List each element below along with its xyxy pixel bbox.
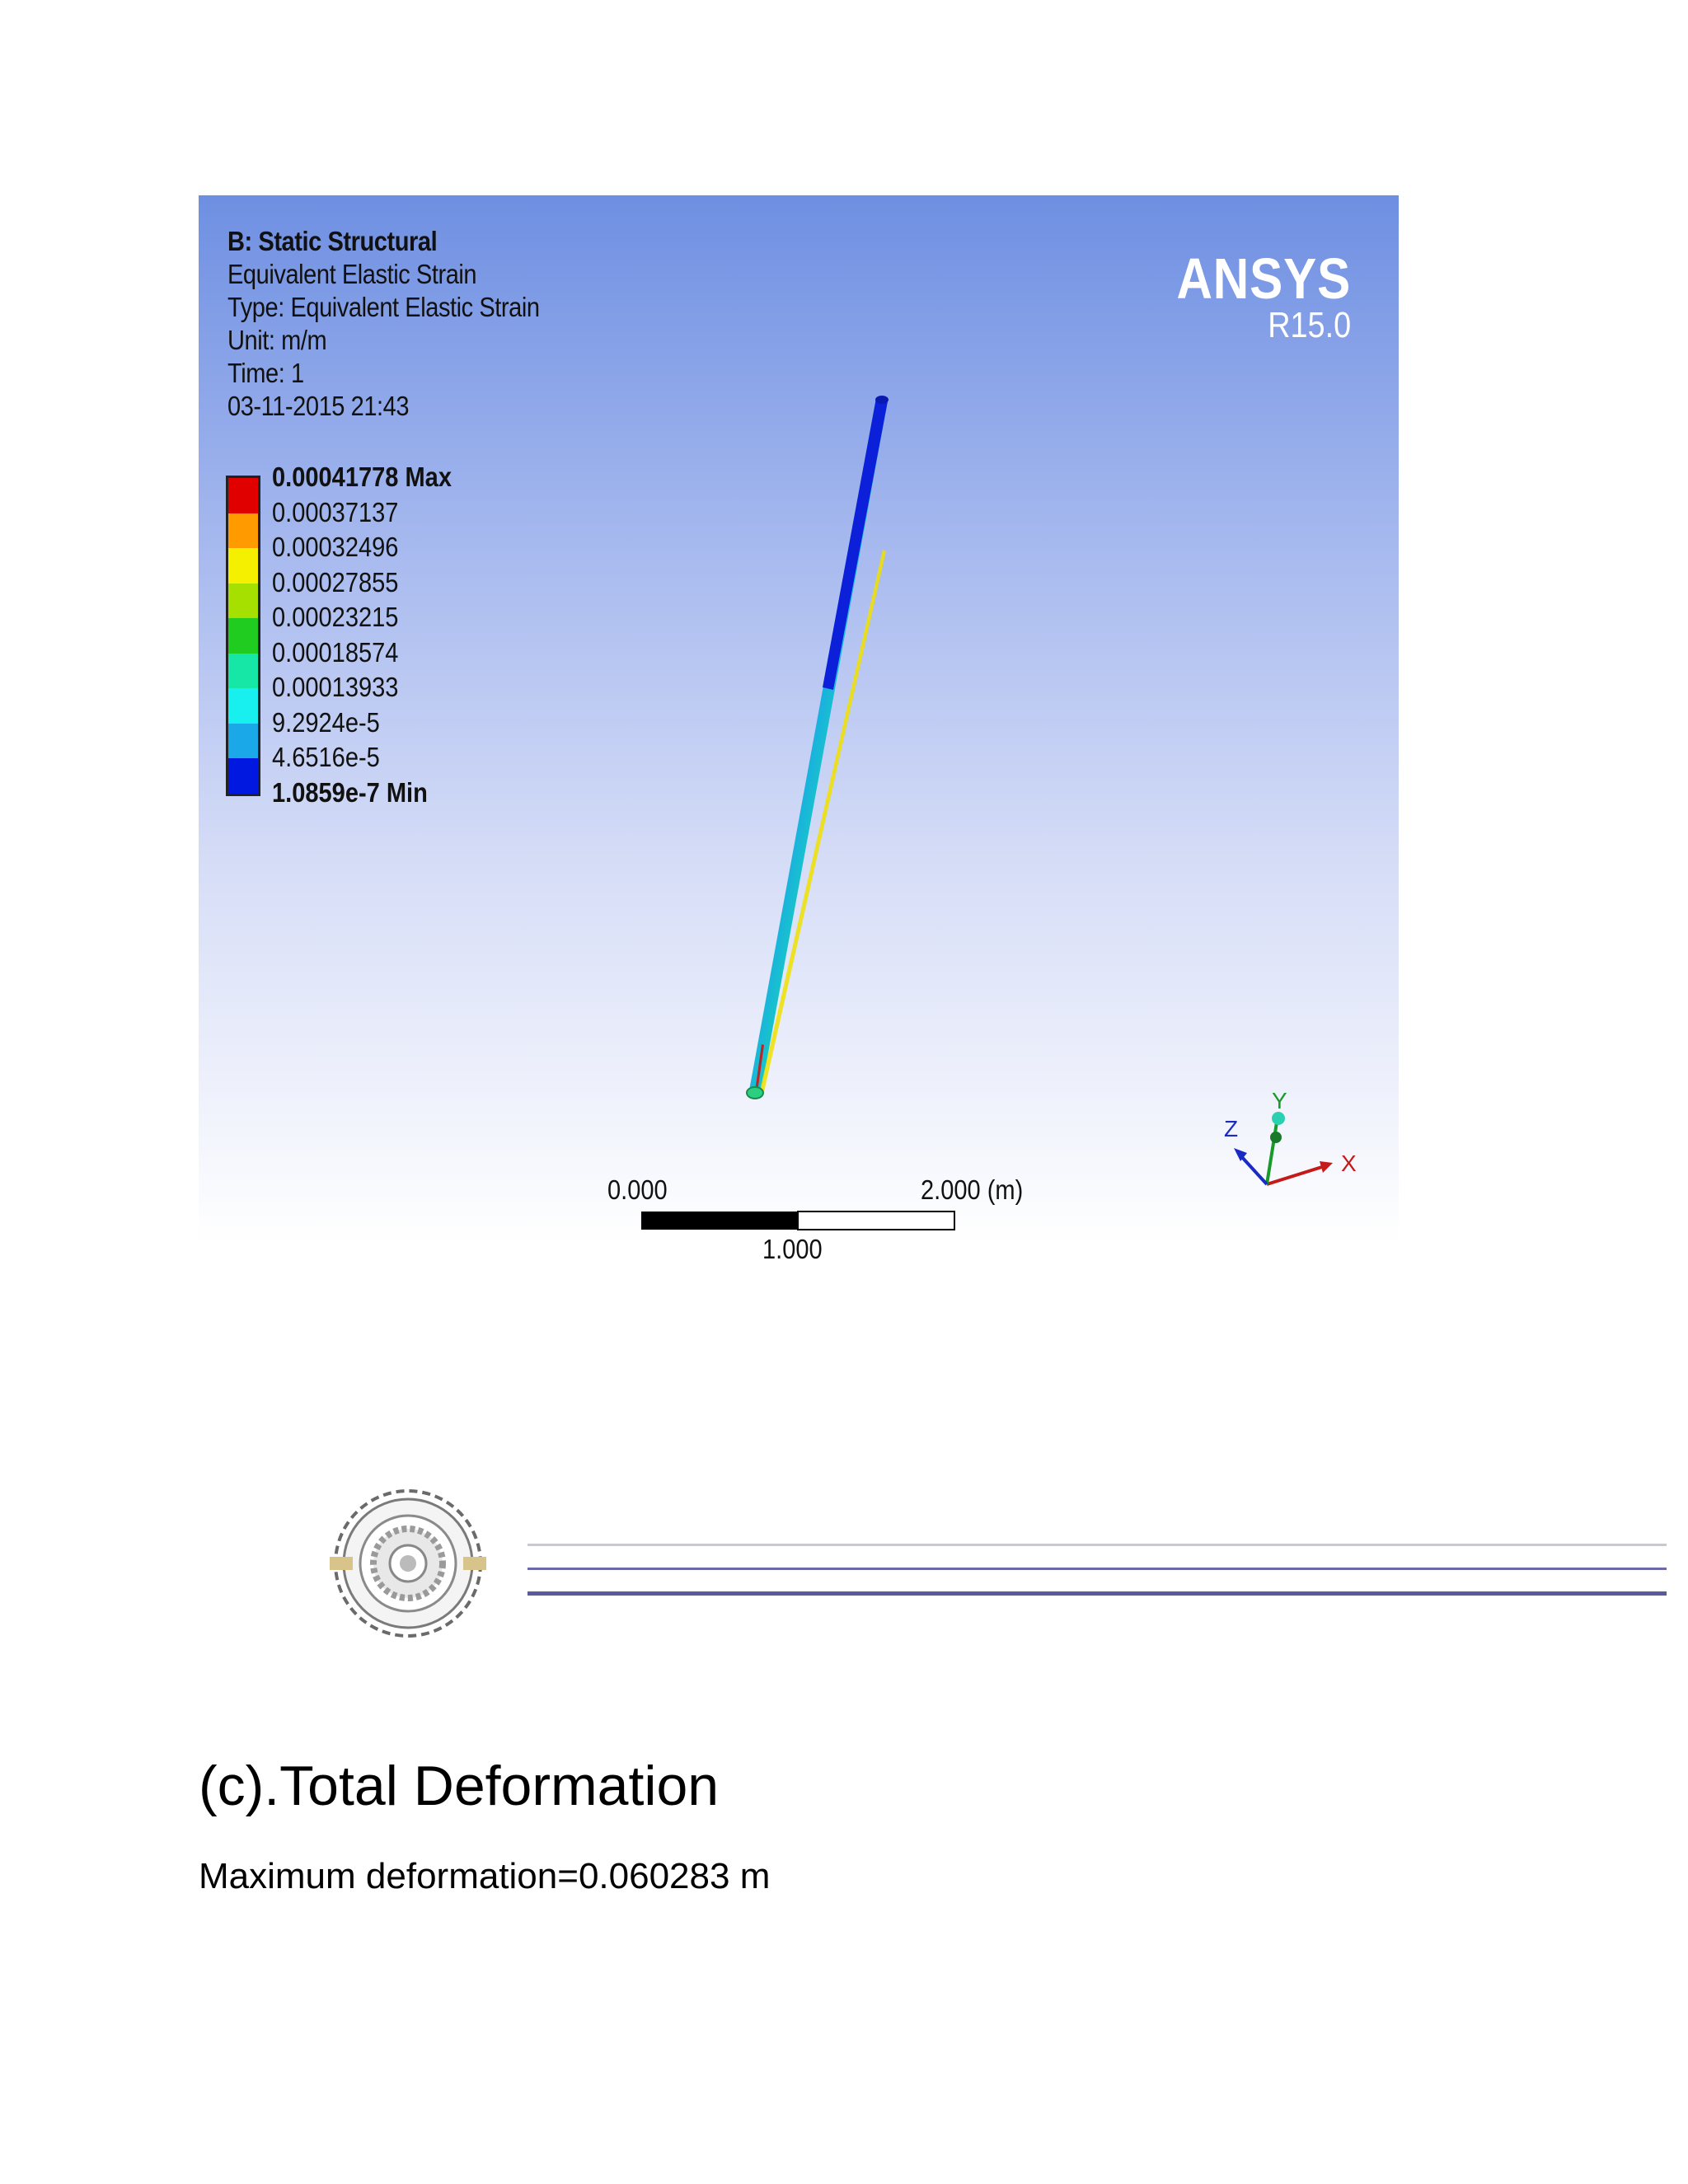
triad-y-tip [1272, 1112, 1285, 1125]
ansys-version: R15.0 [1268, 305, 1351, 345]
legend-label: 0.00041778 Max [272, 462, 452, 492]
legend-label: 0.00013933 [272, 672, 399, 702]
legend-label: 0.00037137 [272, 496, 399, 527]
result-unit: Unit: m/m [227, 325, 327, 355]
triad-z-label: Z [1224, 1116, 1239, 1141]
legend-label: 1.0859e-7 Min [272, 776, 428, 808]
legend-label: 0.00018574 [272, 636, 399, 668]
result-type: Type: Equivalent Elastic Strain [227, 292, 540, 322]
scale-left-label: 0.000 [607, 1174, 668, 1205]
header-rule-mid [528, 1568, 1667, 1571]
legend-label: 0.00032496 [272, 532, 399, 562]
result-name: Equivalent Elastic Strain [227, 259, 477, 289]
scale-bar-black-segment [641, 1212, 798, 1230]
result-timestamp: 03-11-2015 21:43 [227, 391, 410, 421]
analysis-title: B: Static Structural [227, 226, 438, 256]
triad-z-axis [1240, 1155, 1267, 1184]
section-heading: (c).Total Deformation [199, 1755, 720, 1817]
header-rule-dark [528, 1591, 1667, 1596]
legend-label: 9.2924e-5 [272, 706, 380, 738]
triad-x-arrow [1320, 1161, 1333, 1173]
legend-label: 4.6516e-5 [272, 742, 380, 772]
ansys-result-viewport [199, 195, 1399, 1264]
section-text: Maximum deformation=0.060283 m [199, 1856, 771, 1896]
legend-label: 0.00023215 [272, 602, 399, 632]
ansys-brand: ANSYS [1176, 246, 1351, 311]
scale-right-label: 2.000 (m) [921, 1174, 1024, 1205]
triad-y-label: Y [1272, 1088, 1287, 1113]
triad-x-axis [1267, 1166, 1325, 1184]
legend-label: 0.00027855 [272, 566, 399, 598]
institute-seal-logo [330, 1481, 486, 1646]
scale-mid-label: 1.000 [762, 1234, 823, 1264]
header-rule-light [528, 1544, 1667, 1547]
axis-triad [1217, 1085, 1382, 1201]
scale-bar-white-segment [798, 1212, 954, 1230]
triad-x-label: X [1341, 1151, 1357, 1176]
triad-y-knob [1270, 1132, 1282, 1143]
result-time: Time: 1 [227, 358, 304, 388]
